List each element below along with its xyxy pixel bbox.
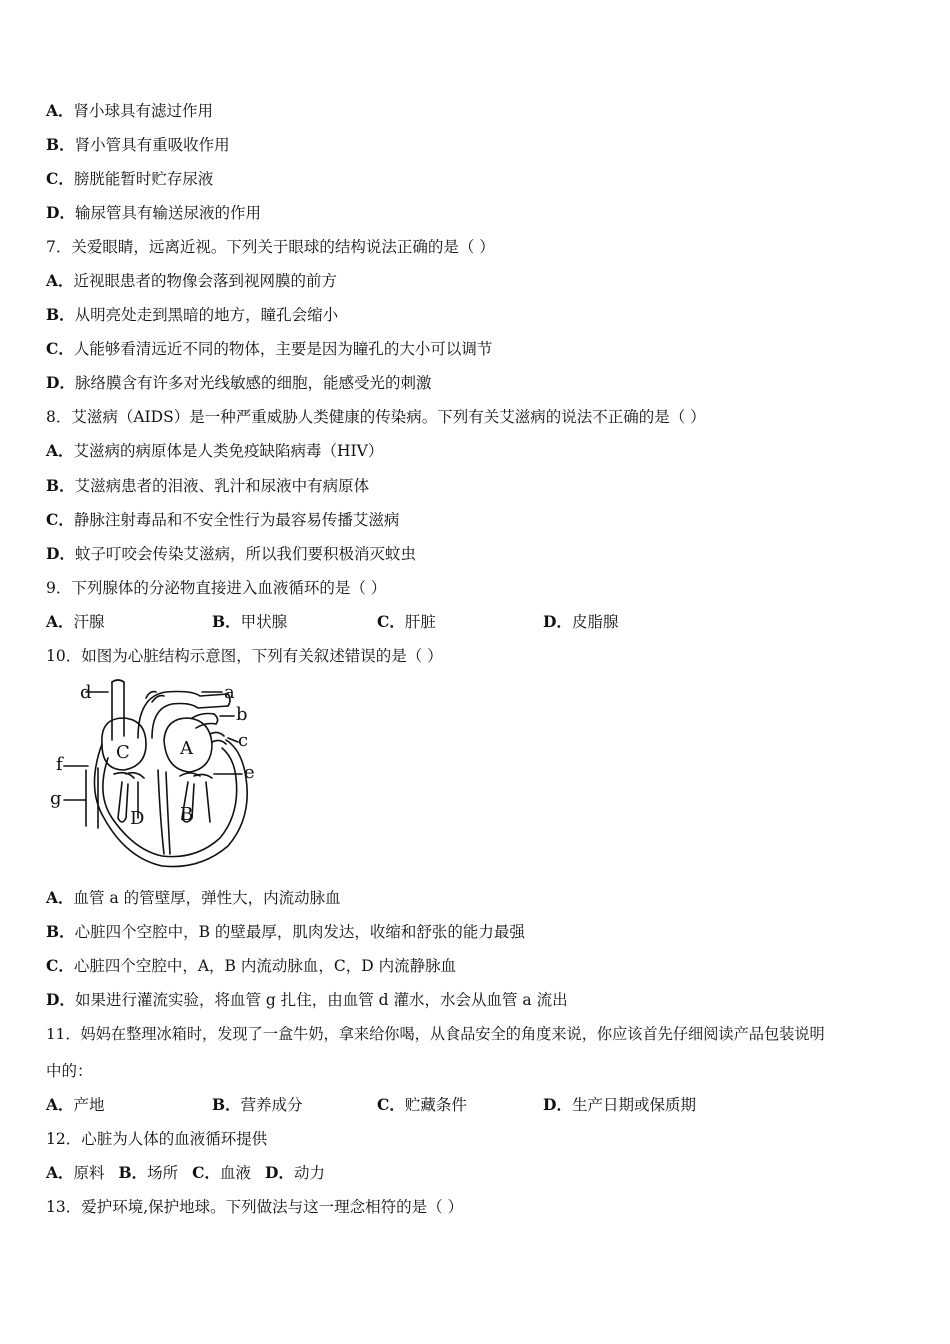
label-chamber-c: C (116, 742, 130, 763)
q7-option-a: A．近视眼患者的物像会落到视网膜的前方 (46, 271, 338, 290)
q11-option-d: D．生产日期或保质期 (543, 1095, 696, 1114)
q12-option-c: C．血液 (192, 1163, 252, 1182)
label-chamber-b: B (180, 804, 194, 825)
q11-option-b: B．营养成分 (212, 1095, 303, 1114)
label-g: g (50, 788, 62, 809)
q8-option-b: B．艾滋病患者的泪液、乳汁和尿液中有病原体 (46, 476, 370, 495)
q9-option-b: B．甲状腺 (212, 612, 288, 631)
q6-option-a: A．肾小球具有滤过作用 (46, 101, 214, 120)
q11-stem-line1: 11．妈妈在整理冰箱时，发现了一盒牛奶，拿来给你喝，从食品安全的角度来说，你应该首先仔细阅读产品包装说明 (46, 1025, 825, 1043)
q9-option-d: D．皮脂腺 (543, 612, 619, 631)
q6-option-d: D．输尿管具有输送尿液的作用 (46, 203, 261, 222)
q8-option-d: D．蚊子叮咬会传染艾滋病，所以我们要积极消灭蚊虫 (46, 544, 416, 563)
q8-stem: 8．艾滋病（AIDS）是一种严重威胁人类健康的传染病。下列有关艾滋病的说法不正确的是（ ） (46, 408, 706, 426)
q7-option-c: C．人能够看清远近不同的物体，主要是因为瞳孔的大小可以调节 (46, 339, 493, 358)
q12-option-d: D．动力 (265, 1163, 325, 1182)
label-chamber-a: A (180, 738, 193, 759)
q8-option-a: A．艾滋病的病原体是人类免疫缺陷病毒（HIV） (46, 441, 384, 460)
q10-option-c: C．心脏四个空腔中，A，B 内流动脉血，C，D 内流静脉血 (46, 956, 457, 975)
q8-option-c: C．静脉注射毒品和不安全性行为最容易传播艾滋病 (46, 510, 400, 529)
q6-option-c: C．膀胱能暂时贮存尿液 (46, 169, 214, 188)
q7-option-d: D．脉络膜含有许多对光线敏感的细胞，能感受光的刺激 (46, 373, 432, 392)
q11-option-a: A．产地 (46, 1095, 105, 1114)
label-b: b (236, 704, 248, 725)
label-e: e (244, 762, 255, 783)
q9-stem: 9．下列腺体的分泌物直接进入血液循环的是（ ） (46, 579, 387, 597)
q11-option-c: C．贮藏条件 (377, 1095, 467, 1114)
label-f: f (56, 754, 63, 775)
q13-stem: 13．爱护环境,保护地球。下列做法与这一理念相符的是（ ） (46, 1198, 464, 1216)
q12-stem: 12．心脏为人体的血液循环提供 (46, 1130, 268, 1148)
label-d: d (80, 682, 92, 703)
label-chamber-d: D (130, 808, 145, 829)
q10-option-a: A．血管 a 的管壁厚，弹性大，内流动脉血 (46, 888, 341, 907)
q9-option-c: C．肝脏 (377, 612, 436, 631)
q10-option-b: B．心脏四个空腔中，B 的壁最厚，肌肉发达，收缩和舒张的能力最强 (46, 922, 525, 941)
q7-option-b: B．从明亮处走到黑暗的地方，瞳孔会缩小 (46, 305, 339, 324)
label-a: a (224, 682, 235, 703)
q10-option-d: D．如果进行灌流实验，将血管 g 扎住，由血管 d 灌水，水会从血管 a 流出 (46, 990, 568, 1009)
q12-option-b: B．场所 (118, 1163, 179, 1182)
heart-structure-diagram (42, 678, 264, 874)
q6-option-b: B．肾小管具有重吸收作用 (46, 135, 230, 154)
q7-stem: 7．关爱眼睛，远离近视。下列关于眼球的结构说法正确的是（ ） (46, 238, 495, 256)
q10-stem: 10．如图为心脏结构示意图，下列有关叙述错误的是（ ） (46, 647, 443, 665)
q9-option-a: A．汗腺 (46, 612, 105, 631)
label-c: c (238, 730, 249, 751)
q12-options (46, 1163, 339, 1183)
q12-option-a: A．原料 (46, 1163, 105, 1182)
q11-stem-line2: 中的： (46, 1062, 93, 1080)
